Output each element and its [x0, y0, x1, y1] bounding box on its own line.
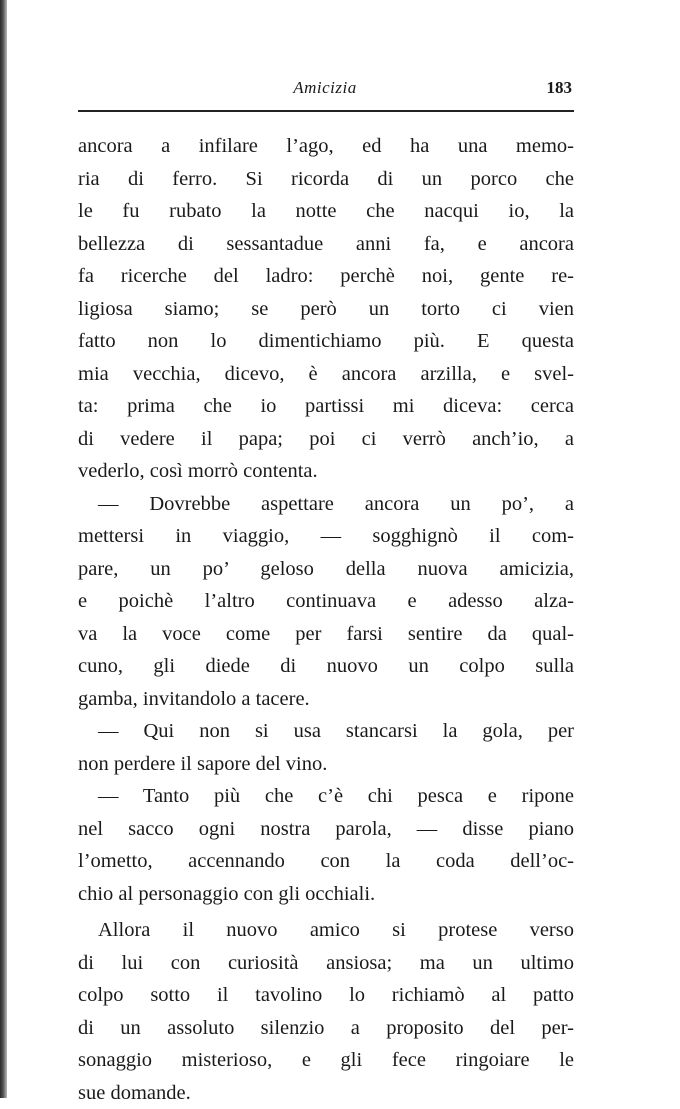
text-line: sonaggio misterioso, e gli fece ringoiare le	[78, 1044, 574, 1077]
text-line: di lui con curiosità ansiosa; ma un ultimo	[78, 947, 574, 980]
text-line: ancora a infilare l’ago, ed ha una memo-	[78, 130, 574, 163]
text-line: sue domande.	[78, 1077, 574, 1109]
text-line: e poichè l’altro continuava e adesso alza-	[78, 585, 574, 618]
text-line: gamba, invitandolo a tacere.	[78, 683, 574, 716]
text-line: mia vecchia, dicevo, è ancora arzilla, e svel-	[78, 358, 574, 391]
text-line: di vedere il papa; poi ci verrò anch’io, a	[78, 423, 574, 456]
text-line: mettersi in viaggio, — sogghignò il com-	[78, 520, 574, 553]
text-line: non perdere il sapore del vino.	[78, 748, 574, 781]
text-line: nel sacco ogni nostra parola, — disse piano	[78, 813, 574, 846]
text-line: fatto non lo dimentichiamo più. E questa	[78, 325, 574, 358]
text-line: di un assoluto silenzio a proposito del per-	[78, 1012, 574, 1045]
text-line: colpo sotto il tavolino lo richiamò al patto	[78, 979, 574, 1012]
text-line: pare, un po’ geloso della nuova amicizia,	[78, 553, 574, 586]
text-line: Allora il nuovo amico si protese verso	[78, 914, 574, 947]
text-line: l’ometto, accennando con la coda dell’oc-	[78, 845, 574, 878]
text-line: cuno, gli diede di nuovo un colpo sulla	[78, 650, 574, 683]
text-line: ligiosa siamo; se però un torto ci vien	[78, 293, 574, 326]
text-line: — Tanto più che c’è chi pesca e ripone	[78, 780, 574, 813]
text-line: — Qui non si usa stancarsi la gola, per	[78, 715, 574, 748]
running-title: Amicizia	[78, 78, 572, 98]
text-line: va la voce come per farsi sentire da qual-	[78, 618, 574, 651]
body-text	[78, 130, 574, 1109]
text-line: chio al personaggio con gli occhiali.	[78, 878, 574, 911]
text-line: — Dovrebbe aspettare ancora un po’, a	[78, 488, 574, 521]
text-line: fa ricerche del ladro: perchè noi, gente re-	[78, 260, 574, 293]
text-line: bellezza di sessantadue anni fa, e ancora	[78, 228, 574, 261]
header-rule	[78, 110, 574, 112]
page-binding-edge	[0, 0, 7, 1098]
page-number: 183	[547, 78, 573, 98]
text-line: le fu rubato la notte che nacqui io, la	[78, 195, 574, 228]
running-head	[78, 78, 572, 104]
text-line: vederlo, così morrò contenta.	[78, 455, 574, 488]
text-line: ria di ferro. Si ricorda di un porco che	[78, 163, 574, 196]
text-line: ta: prima che io partissi mi diceva: cerca	[78, 390, 574, 423]
